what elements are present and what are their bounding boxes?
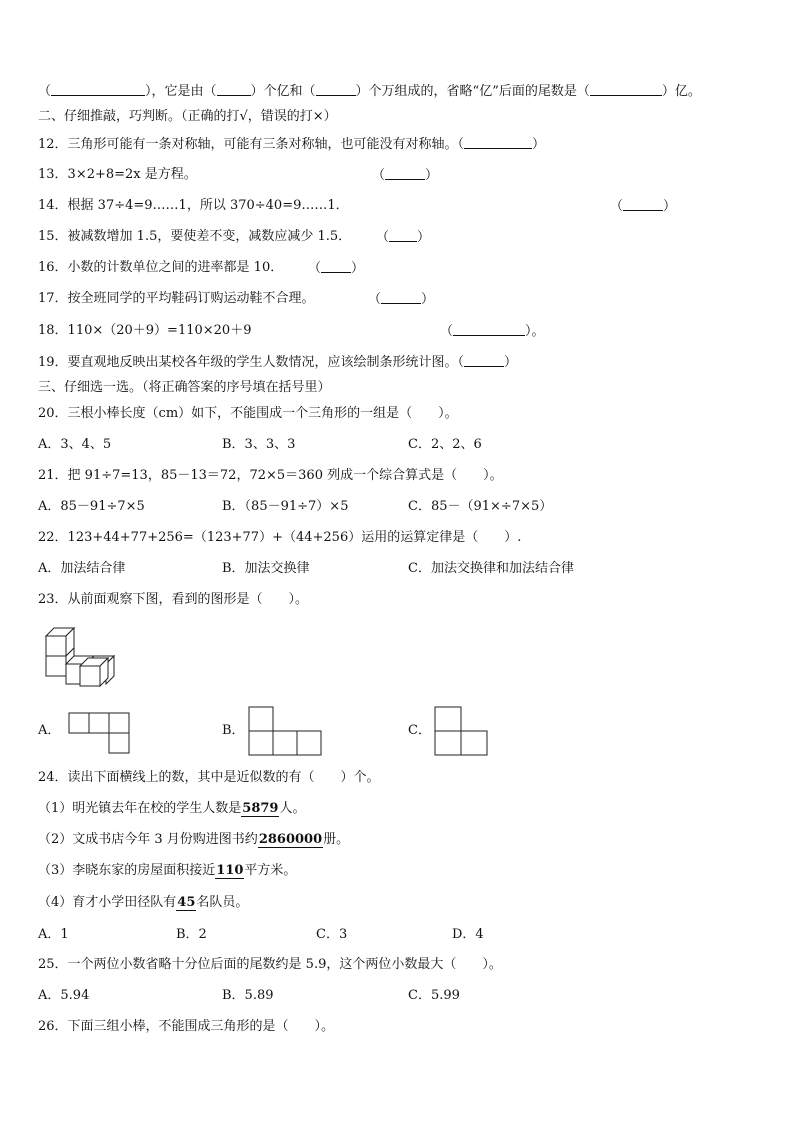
section-3-title: 三、仔细选一选。（将正确答案的序号填在括号里） <box>38 380 331 395</box>
question-21: 21．把 91÷7=13，85－13＝72，72×5＝360 列成一个综合算式是（ ）。 <box>38 468 503 483</box>
option-a[interactable]: A．85－91÷7×5 <box>38 499 145 514</box>
question-22: 22．123+44+77+256=（123+77）+（44+256）运用的运算定律是（ ）. <box>38 530 522 545</box>
option-c[interactable]: C．加法交换律和加法结合律 <box>408 561 574 576</box>
option-b[interactable]: B．2 <box>176 927 207 942</box>
option-b[interactable]: B．加法交换律 <box>222 561 310 576</box>
answer-blank[interactable] <box>623 197 663 211</box>
answer-blank[interactable] <box>381 290 421 304</box>
question-25: 25．一个两位小数省略十分位后面的尾数约是 5.9，这个两位小数最大（ ）。 <box>38 957 502 972</box>
sub-item-1: （1）明光镇去年在校的学生人数是5879人。 <box>38 801 306 816</box>
option-a-shape[interactable] <box>68 712 132 754</box>
option-c-shape[interactable] <box>434 706 490 758</box>
option-a[interactable]: A．5.94 <box>38 988 90 1003</box>
option-b-shape[interactable] <box>248 706 324 758</box>
question-14: 14．根据 37÷4=9……1，所以 370÷40=9……1． （ ） <box>38 198 677 214</box>
option-d[interactable]: D．4 <box>452 927 484 942</box>
answer-blank[interactable] <box>316 82 356 96</box>
sub-item-3: （3）李晓东家的房屋面积接近110平方米。 <box>38 863 297 878</box>
question-12: 12．三角形可能有一条对称轴，可能有三条对称轴，也可能没有对称轴。（ ） <box>38 137 546 152</box>
answer-blank[interactable] <box>590 82 662 96</box>
question-23: 23．从前面观察下图，看到的图形是（ ）。 <box>38 592 309 607</box>
option-b[interactable]: B． <box>222 723 245 738</box>
option-c[interactable]: C．2、2、6 <box>408 437 482 452</box>
question-18: 18．110×（20＋9）=110×20＋9 （ ）。 <box>38 323 545 339</box>
question-26: 26．下面三组小棒，不能围成三角形的是（ ）。 <box>38 1019 335 1034</box>
option-a[interactable]: A． <box>38 723 61 738</box>
fill-line-1: （ ），它是由（ ）个亿和（ ）个万组成的，省略“亿”后面的尾数是（ ）亿。 <box>38 84 701 99</box>
question-16: 16．小数的计数单位之间的进率都是 10． （ ） <box>38 260 365 276</box>
answer-blank[interactable] <box>321 259 351 273</box>
answer-blank[interactable] <box>51 82 145 96</box>
option-a[interactable]: A．加法结合律 <box>38 561 126 576</box>
option-b[interactable]: B．（85－91÷7）×5 <box>222 499 349 514</box>
option-b[interactable]: B．5.89 <box>222 988 274 1003</box>
option-c[interactable]: C．85－（91×÷7×5） <box>408 499 553 514</box>
option-a[interactable]: A．3、4、5 <box>38 437 112 452</box>
option-a[interactable]: A．1 <box>38 927 69 942</box>
answer-blank[interactable] <box>453 322 525 336</box>
question-15: 15．被减数增加 1.5，要使差不变，减数应减少 1.5． （ ） <box>38 229 431 245</box>
option-c[interactable]: C．3 <box>316 927 348 942</box>
option-c[interactable]: C．5.99 <box>408 988 460 1003</box>
option-c[interactable]: C． <box>408 723 431 738</box>
sub-item-4: （4）育才小学田径队有45名队员。 <box>38 895 249 910</box>
cube-stack-figure <box>40 626 120 690</box>
option-b[interactable]: B．3、3、3 <box>222 437 296 452</box>
question-17: 17．按全班同学的平均鞋码订购运动鞋不合理。 （ ） <box>38 291 435 307</box>
answer-blank[interactable] <box>217 82 251 96</box>
answer-blank[interactable] <box>385 166 425 180</box>
sub-item-2: （2）文成书店今年 3 月份购进图书约2860000册。 <box>38 832 350 847</box>
answer-blank[interactable] <box>464 135 532 149</box>
section-2-title: 二、仔细推敲，巧判断。（正确的打√，错误的打×） <box>38 109 337 124</box>
question-24: 24．读出下面横线上的数，其中是近似数的有（ ）个。 <box>38 770 380 785</box>
question-20: 20．三根小棒长度（cm）如下，不能围成一个三角形的一组是（ ）。 <box>38 406 458 421</box>
answer-blank[interactable] <box>389 228 417 242</box>
question-13: 13．3×2+8=2x 是方程。 （ ） <box>38 167 439 183</box>
question-19: 19．要直观地反映出某校各年级的学生人数情况，应该绘制条形统计图。（ ） <box>38 355 518 370</box>
answer-blank[interactable] <box>464 353 504 367</box>
